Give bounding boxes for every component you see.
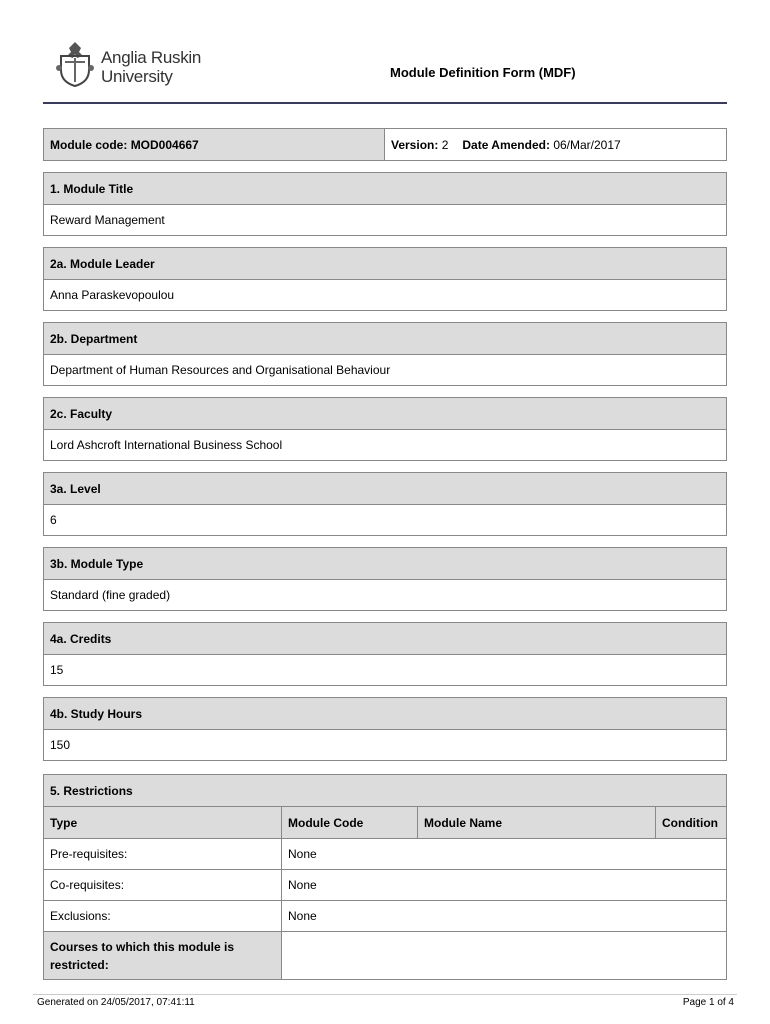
section-heading: 4a. Credits (44, 623, 726, 654)
section-value: Standard (fine graded) (44, 579, 726, 610)
crest-icon (55, 38, 95, 88)
footer-divider (33, 994, 737, 995)
section-value: 15 (44, 654, 726, 685)
version-cell (385, 129, 726, 160)
section-value: Anna Paraskevopoulou (44, 279, 726, 310)
restricted-courses-label: Courses to which this module is restricted: (44, 931, 282, 979)
date-amended-value: 06/Mar/2017 (553, 137, 621, 152)
section-heading: 2a. Module Leader (44, 248, 726, 279)
section-heading: 1. Module Title (44, 173, 726, 204)
date-amended-label: Date Amended: (462, 137, 550, 152)
restriction-value-prerequisites: None (282, 838, 726, 869)
column-header-type: Type (44, 806, 282, 838)
section-heading: 2c. Faculty (44, 398, 726, 429)
university-name-line2: University (101, 67, 173, 86)
section-heading: 4b. Study Hours (44, 698, 726, 729)
restriction-value-exclusions: None (282, 900, 726, 931)
section-credits (43, 622, 727, 686)
section-department (43, 322, 727, 386)
section-restrictions (43, 774, 727, 980)
generated-timestamp: Generated on 24/05/2017, 07:41:11 (37, 997, 195, 1008)
section-module-leader (43, 247, 727, 311)
column-header-module-code: Module Code (282, 806, 418, 838)
header-divider (43, 102, 727, 104)
restriction-value-corequisites: None (282, 869, 726, 900)
section-study-hours (43, 697, 727, 761)
version-value: 2 (441, 137, 449, 152)
section-value: 6 (44, 504, 726, 535)
section-value: Reward Management (44, 204, 726, 235)
section-module-type (43, 547, 727, 611)
restrictions-table (44, 806, 726, 979)
section-value: Lord Ashcroft International Business School (44, 429, 726, 460)
restriction-type-corequisites: Co-requisites: (44, 869, 282, 900)
module-code-value: MOD004667 (130, 137, 199, 152)
module-code-label: Module code: (50, 137, 128, 152)
university-name-line1: Anglia Ruskin (101, 48, 202, 67)
restriction-type-exclusions: Exclusions: (44, 900, 282, 931)
section-level (43, 472, 727, 536)
section-module-title (43, 172, 727, 236)
section-value: 150 (44, 729, 726, 760)
section-faculty (43, 397, 727, 461)
column-header-condition: Condition (656, 806, 726, 838)
section-heading: 3a. Level (44, 473, 726, 504)
section-heading: 2b. Department (44, 323, 726, 354)
form-title: Module Definition Form (MDF) (390, 65, 576, 80)
column-header-module-name: Module Name (418, 806, 656, 838)
module-code-box (43, 128, 727, 161)
module-code-cell (44, 129, 385, 160)
restriction-type-prerequisites: Pre-requisites: (44, 838, 282, 869)
restricted-courses-value (282, 931, 726, 962)
section-value: Department of Human Resources and Organisational Behaviour (44, 354, 726, 385)
section-heading: 5. Restrictions (44, 775, 726, 806)
university-logo (55, 38, 235, 90)
section-heading: 3b. Module Type (44, 548, 726, 579)
page-number: Page 1 of 4 (682, 997, 734, 1008)
page-header (43, 38, 727, 102)
version-label: Version: (391, 137, 439, 152)
